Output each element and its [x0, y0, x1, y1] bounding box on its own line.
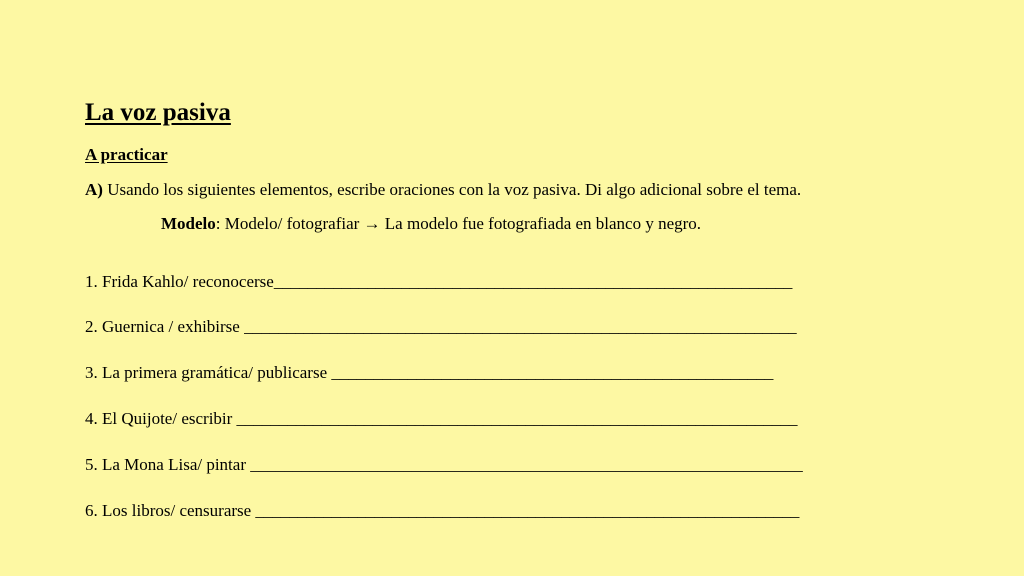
exercise-item-5: 5. La Mona Lisa/ pintar _________________________________________________________________: [85, 455, 803, 474]
model-label: Modelo: [161, 214, 216, 233]
model-example: [161, 214, 701, 234]
exercise-item-4: 4. El Quijote/ escribir __________________________________________________________________: [85, 409, 798, 428]
model-text: : Modelo/ fotografiar → La modelo fue fotografiada en blanco y negro.: [215, 214, 702, 233]
exercise-item-2: 2. Guernica / exhibirse _________________________________________________________________: [85, 317, 797, 336]
section-subtitle: A practicar: [85, 145, 168, 164]
exercise-item-3: 3. La primera gramática/ publicarse ____________________________________________________: [85, 363, 774, 382]
exercise-item-6: 6. Los libros/ censurarse ________________________________________________________________: [85, 501, 800, 520]
exercise-item-1: 1. Frida Kahlo/ reconocerse_____________________________________________________________: [85, 272, 793, 291]
instruction: [85, 180, 801, 200]
instruction-label: A): [85, 180, 103, 199]
page-title: La voz pasiva: [85, 99, 231, 126]
instruction-text: Usando los siguientes elementos, escribe oraciones con la voz pasiva. Di algo adicional sobre el tema.: [102, 180, 802, 199]
